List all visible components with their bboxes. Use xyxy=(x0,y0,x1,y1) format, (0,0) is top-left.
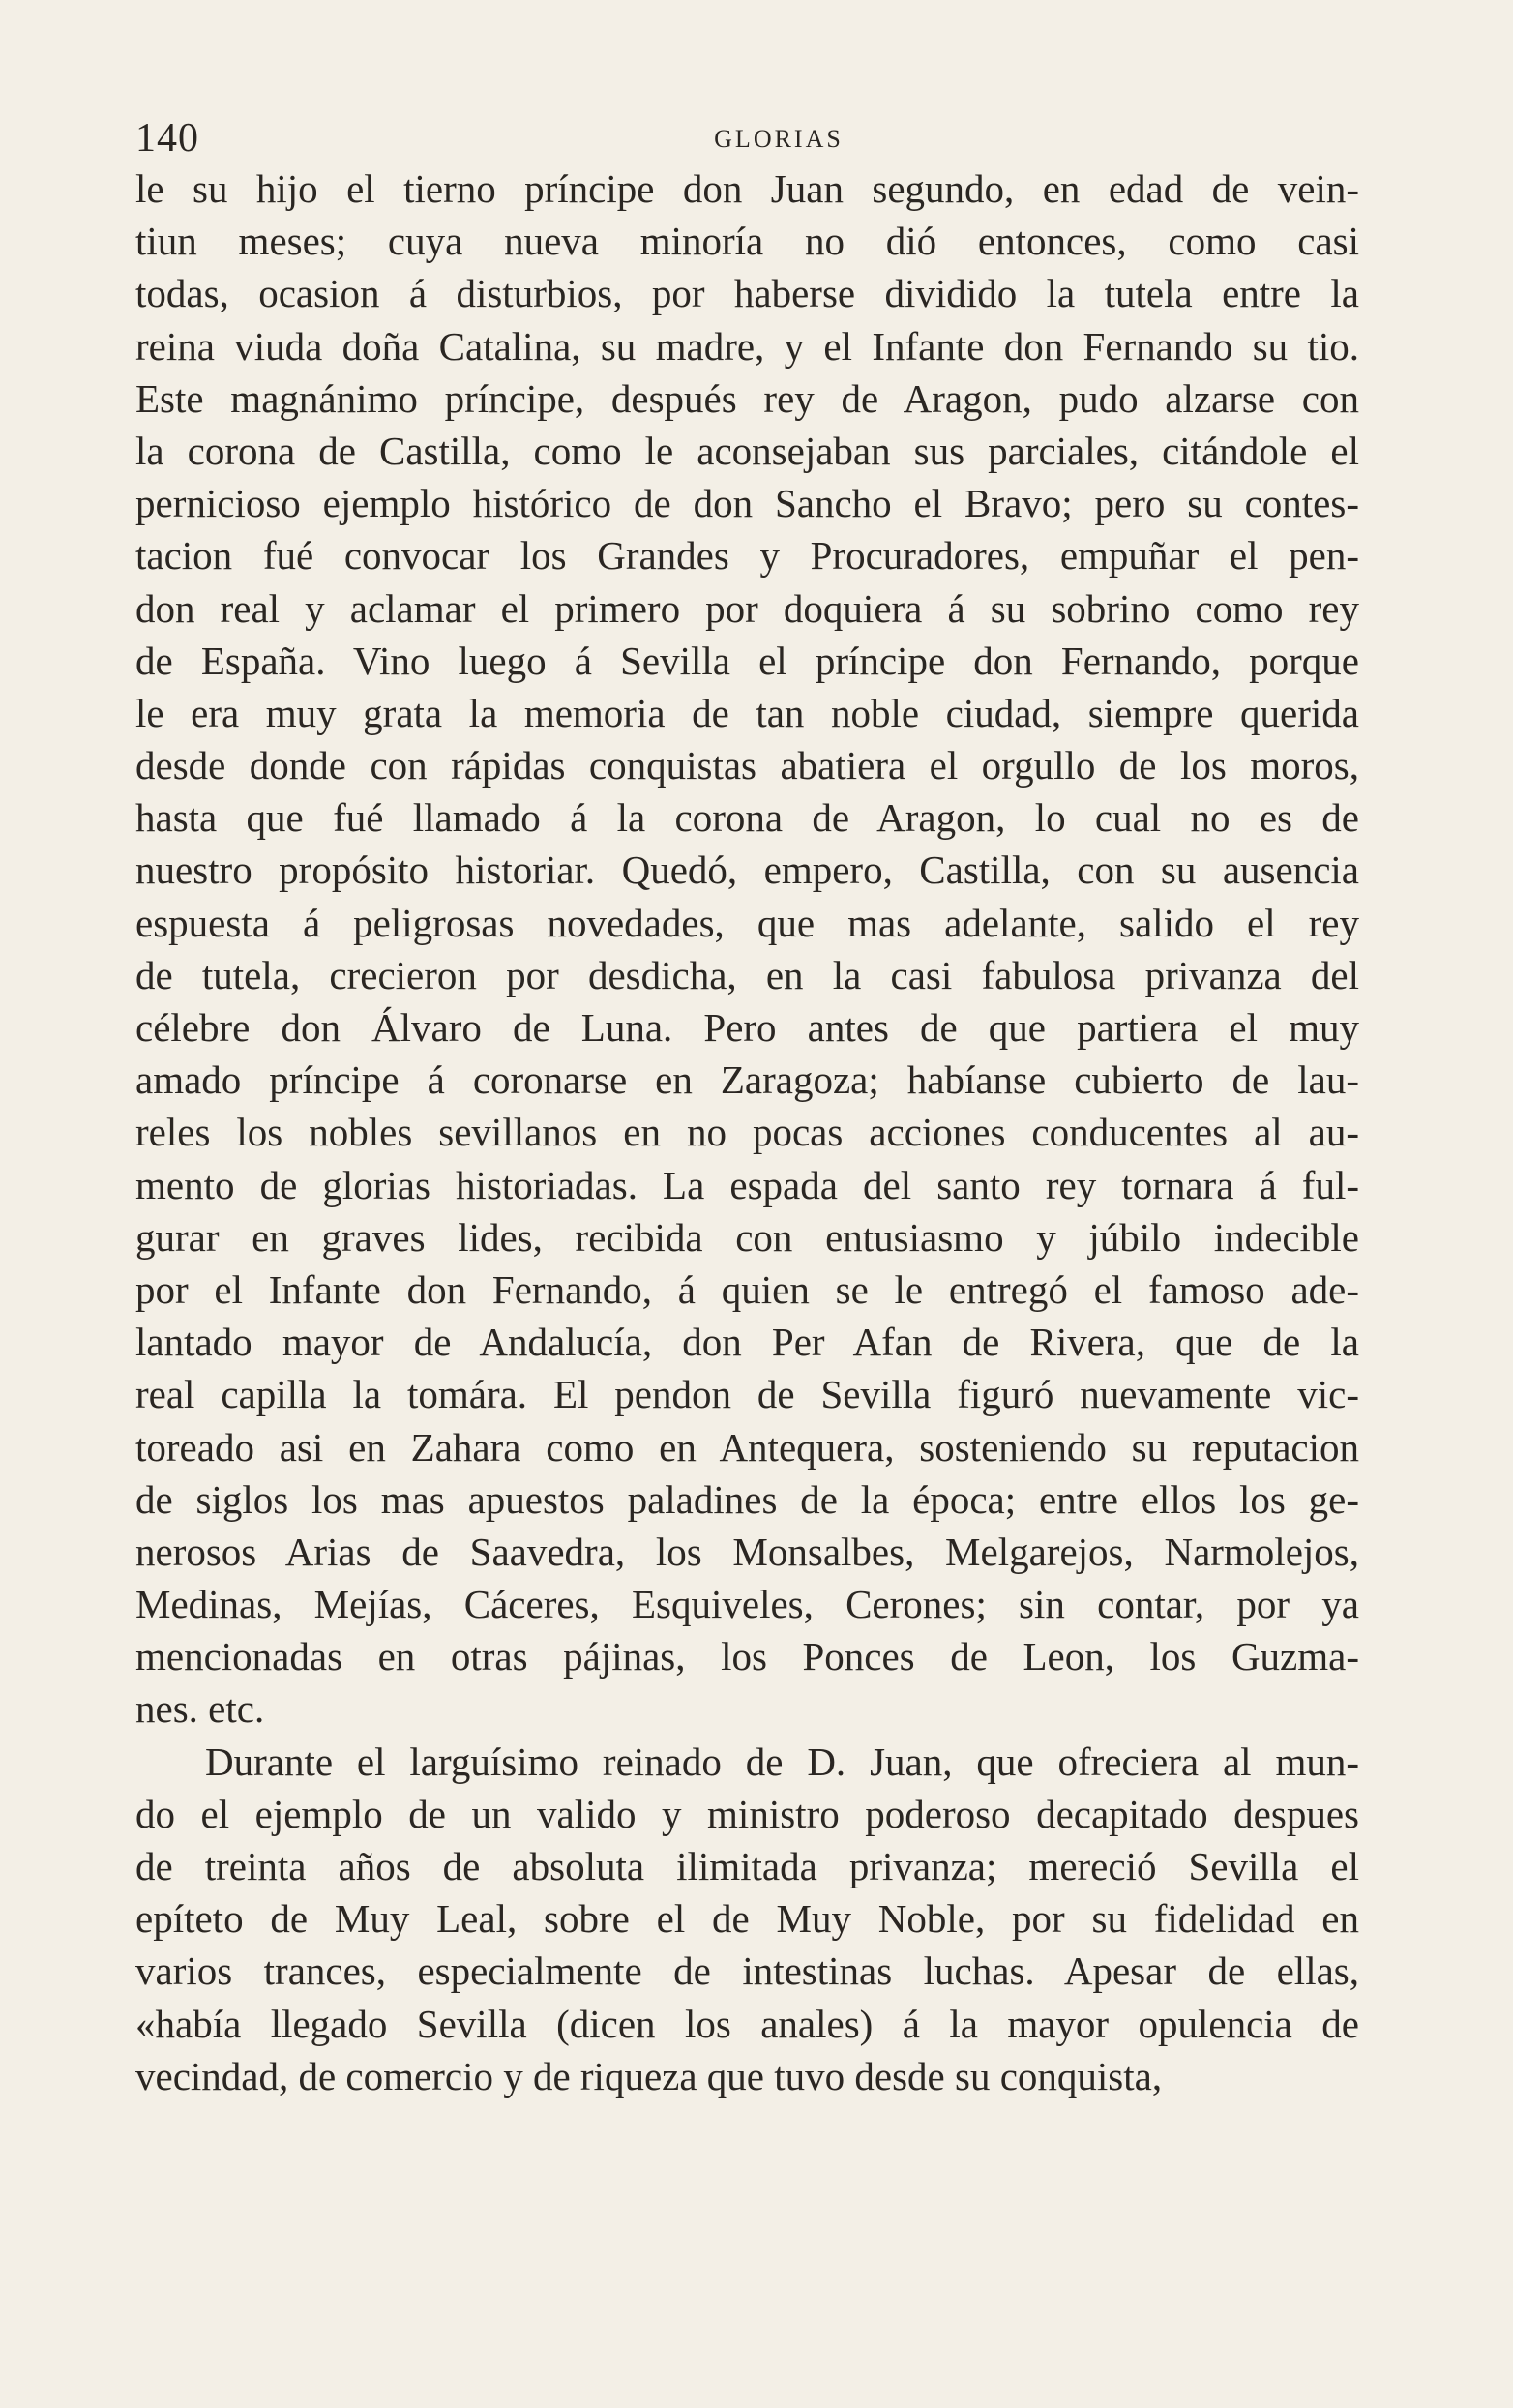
text-line: la corona de Castilla, como le aconsejaban sus parciales, citándole el xyxy=(135,428,1359,473)
text-line: gurar en graves lides, recibida con entusiasmo y júbilo indecible xyxy=(135,1214,1359,1260)
text-line: mento de glorias historiadas. La espada del santo rey tornara á ful- xyxy=(135,1162,1359,1207)
text-line: reles los nobles sevillanos en no pocas acciones conducentes al au- xyxy=(135,1110,1359,1155)
text-line: de España. Vino luego á Sevilla el príncipe don Fernando, porque xyxy=(135,638,1359,683)
text-line: lantado mayor de Andalucía, don Per Afan de Rivera, que de la xyxy=(135,1320,1359,1365)
text-line: vecindad, de comercio y de riqueza que tuvo desde su conquista, xyxy=(135,2053,1163,2098)
text-line: epíteto de Muy Leal, sobre el de Muy Noble, por su fidelidad en xyxy=(135,1896,1359,1942)
running-title: GLORIAS xyxy=(714,125,844,153)
text-line: amado príncipe á coronarse en Zaragoza; habíanse cubierto de lau- xyxy=(135,1057,1359,1103)
body-text xyxy=(135,163,1359,2102)
text-line: le era muy grata la memoria de tan noble ciudad, siempre querida xyxy=(135,690,1359,735)
text-line: todas, ocasion á disturbios, por haberse dividido la tutela entre la xyxy=(135,271,1359,316)
text-line: tiun meses; cuya nueva minoría no dió entonces, como casi xyxy=(135,219,1359,264)
text-line: de tutela, crecieron por desdicha, en la casi fabulosa privanza del xyxy=(135,952,1359,997)
text-line: le su hijo el tierno príncipe don Juan segundo, en edad de vein- xyxy=(135,166,1359,211)
text-line: nerosos Arias de Saavedra, los Monsalbes, Melgarejos, Narmolejos, xyxy=(135,1529,1359,1574)
text-line: célebre don Álvaro de Luna. Pero antes de que partiera el muy xyxy=(135,1005,1359,1050)
paragraph-2 xyxy=(135,1736,1359,2102)
text-line: de siglos los mas apuestos paladines de la época; entre ellos los ge- xyxy=(135,1476,1359,1522)
text-line: espuesta á peligrosas novedades, que mas adelante, salido el rey xyxy=(135,900,1359,945)
text-line: Durante el larguísimo reinado de D. Juan, que ofreciera al mun- xyxy=(205,1739,1359,1784)
text-line: hasta que fué llamado á la corona de Aragon, lo cual no es de xyxy=(135,795,1359,841)
paragraph-1 xyxy=(135,163,1359,1736)
text-line: mencionadas en otras pájinas, los Ponces de Leon, los Guzma- xyxy=(135,1634,1359,1680)
page-header xyxy=(135,114,1364,163)
text-line: Medinas, Mejías, Cáceres, Esquiveles, Cerones; sin contar, por ya xyxy=(135,1582,1359,1627)
text-line: toreado asi en Zahara como en Antequera, sosteniendo su reputacion xyxy=(135,1424,1359,1470)
text-line: nuestro propósito historiar. Quedó, empero, Castilla, con su ausencia xyxy=(135,847,1359,893)
text-line: Este magnánimo príncipe, después rey de Aragon, pudo alzarse con xyxy=(135,375,1359,421)
page-number: 140 xyxy=(135,116,199,161)
text-line: «había llegado Sevilla (dicen los anales) á la mayor opulencia de xyxy=(135,2001,1359,2046)
text-line: por el Infante don Fernando, á quien se le entregó el famoso ade- xyxy=(135,1266,1359,1312)
text-line: tacion fué convocar los Grandes y Procuradores, empuñar el pen- xyxy=(135,533,1359,579)
text-line: do el ejemplo de un valido y ministro poderoso decapitado despues xyxy=(135,1791,1359,1836)
text-line: de treinta años de absoluta ilimitada privanza; mereció Sevilla el xyxy=(135,1844,1359,1888)
text-line: desde donde con rápidas conquistas abatiera el orgullo de los moros, xyxy=(135,743,1359,788)
text-line: real capilla la tomára. El pendon de Sevilla figuró nuevamente vic- xyxy=(135,1372,1359,1417)
text-line: pernicioso ejemplo histórico de don Sancho el Bravo; pero su contes- xyxy=(135,481,1359,526)
text-line: don real y aclamar el primero por doquiera á su sobrino como rey xyxy=(135,585,1359,631)
text-line: reina viuda doña Catalina, su madre, y el Infante don Fernando su tio. xyxy=(135,323,1359,369)
text-line: nes. etc. xyxy=(135,1686,265,1732)
text-line: varios trances, especialmente de intestinas luchas. Apesar de ellas, xyxy=(135,1948,1359,1994)
